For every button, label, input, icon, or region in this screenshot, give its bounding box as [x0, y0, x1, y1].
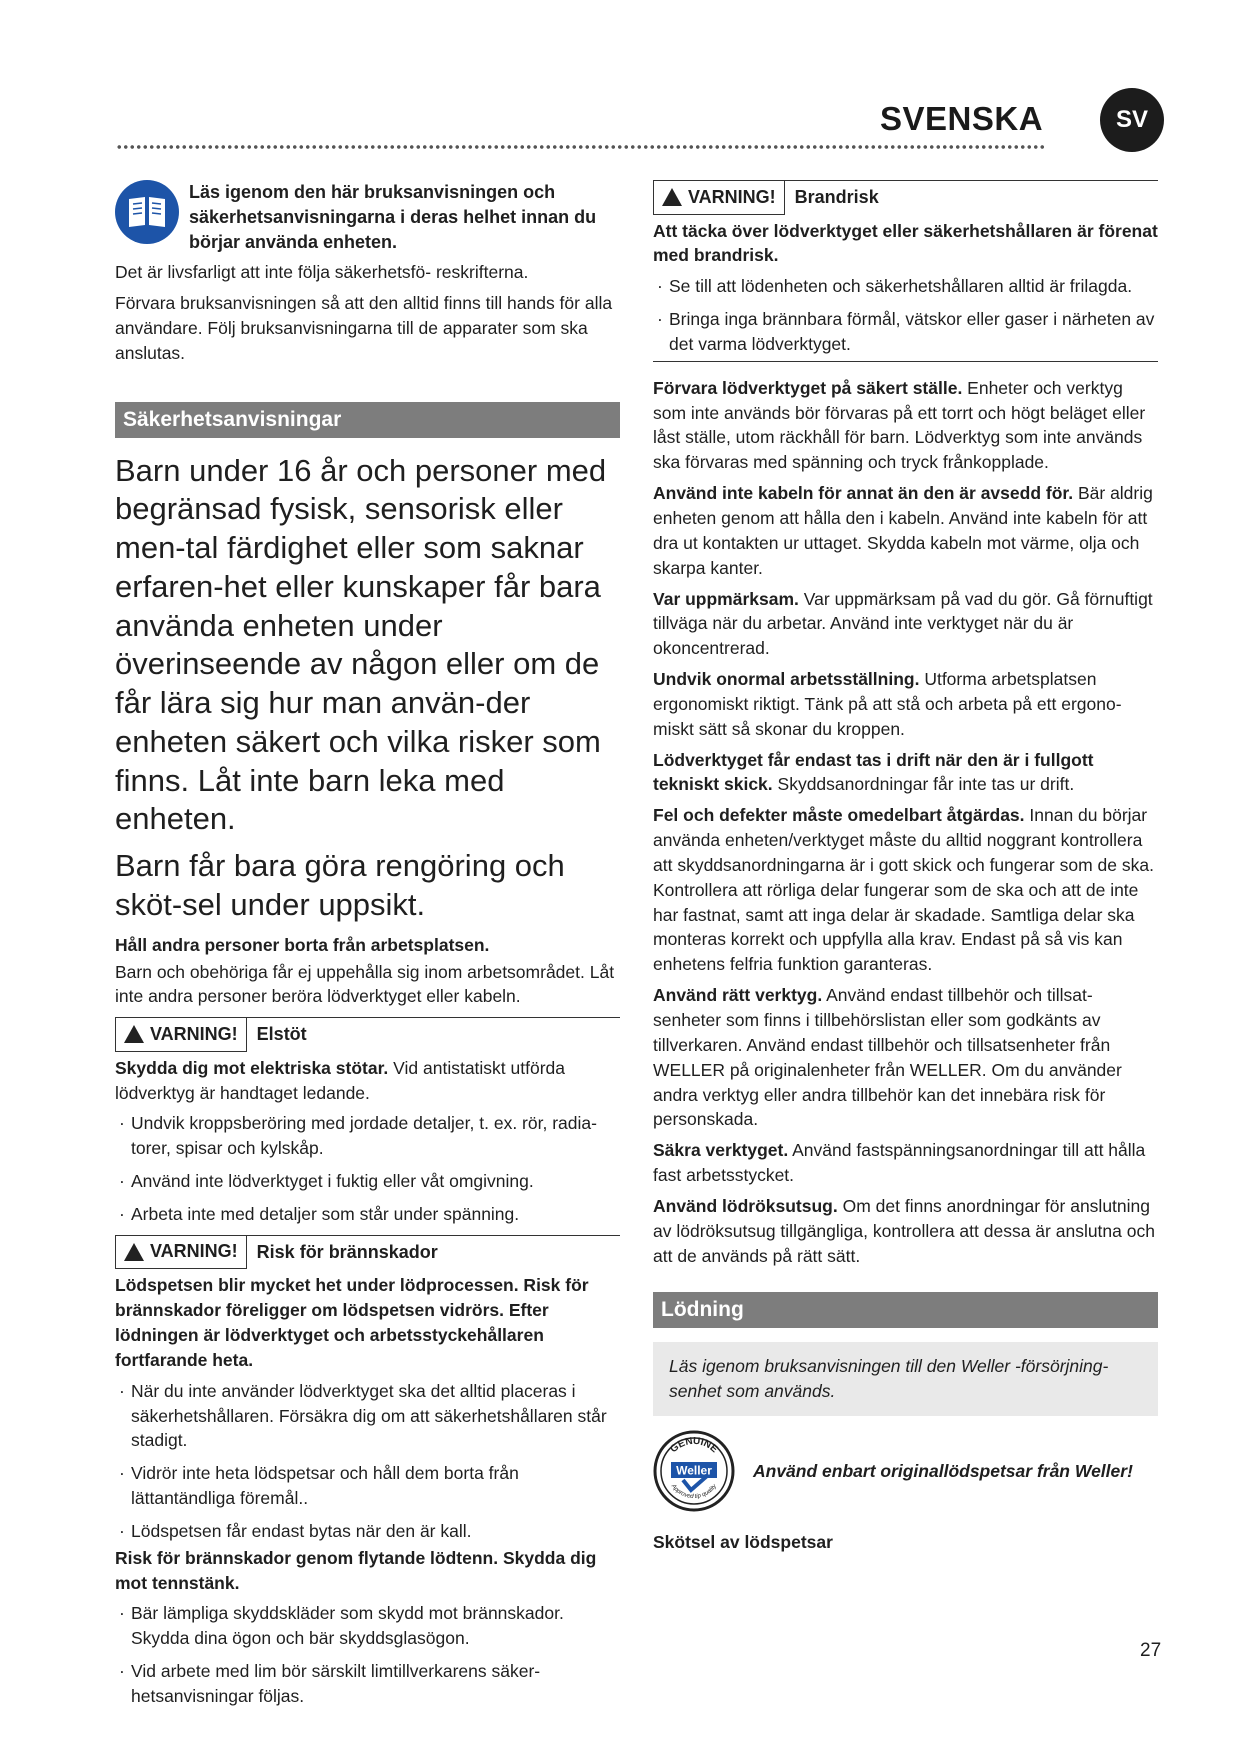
warning-triangle-icon	[662, 188, 682, 206]
list-item: · Lödspetsen får endast bytas när den är kall.	[115, 1519, 620, 1544]
warning-triangle-icon	[124, 1025, 144, 1043]
safety-paragraph	[653, 1138, 1158, 1188]
seal-bottom-text: Approved tip quality	[669, 1483, 719, 1500]
safety-paragraph	[653, 803, 1158, 977]
para-bold: Var uppmärksam.	[653, 588, 799, 609]
weller-genuine-seal-icon	[653, 1430, 735, 1512]
para-text: Bär aldrig enheten genom att hålla den i kabeln. Använd inte kabeln för att dra ut kontakten ur uttaget. Skydda kabeln mot värme, olja och skarpa kanter.	[653, 483, 1153, 578]
warning-triangle-icon	[124, 1243, 144, 1261]
fire-lead: Att täcka över lödverktyget eller säkerhetshållaren är förenat med brandrisk.	[653, 220, 1158, 266]
safety-paragraph	[653, 587, 1158, 662]
electric-shock-warning-header	[115, 1017, 620, 1052]
para-text: Använd fastspänningsanordningar till att hålla fast arbetsstycket.	[653, 1140, 1146, 1186]
intro-bold-text: Läs igenom den här bruksanvisningen och säkerhetsanvisningarna i deras helhet innan du börjar använda enheten.	[189, 182, 597, 252]
list-item: · Undvik kroppsberöring med jordade detaljer, t. ex. rör, radia- torer, spisar och kylskåp.	[115, 1111, 620, 1161]
list-item: · Vid arbete med lim bör särskilt limtillverkarens säker-hetsanvisningar följas.	[115, 1659, 620, 1709]
keep-away-heading: Håll andra personer borta från arbetsplatsen.	[115, 934, 490, 955]
lead-text: Vid antistatiskt utförda lödverktyg är handtaget ledande.	[115, 1057, 566, 1103]
safety-section-header: Säkerhetsanvisningar	[115, 402, 620, 438]
safety-paragraph	[653, 667, 1158, 742]
manual-book-icon	[115, 180, 179, 244]
list-item: · Bringa inga brännbara förmål, vätskor eller gaser i närheten av det varma lödverktyget.	[653, 307, 1158, 357]
intro-paragraph-1: Det är livsfarligt att inte följa säkerhetsfö- reskrifterna.	[115, 262, 529, 283]
warning-label-box	[115, 1018, 247, 1052]
fire-warning-body	[653, 219, 1158, 362]
warning-label: VARNING!	[688, 186, 776, 207]
safety-paragraph	[653, 1194, 1158, 1269]
para-bold: Fel och defekter måste omedelbart åtgärdas.	[653, 805, 1025, 826]
right-column	[653, 180, 1158, 1561]
language-title: SVENSKA	[880, 100, 1044, 137]
power-unit-note: Läs igenom bruksanvisningen till den Weller -försörjning-senhet som används.	[653, 1342, 1158, 1416]
para-bold: Förvara lödverktyget på säkert ställe.	[653, 377, 963, 398]
fire-warning-header	[653, 180, 1158, 215]
safety-paragraph	[653, 481, 1158, 580]
warning-label-box	[653, 181, 785, 215]
tin-splash-heading: Risk för brännskador genom flytande lödtenn. Skydda dig mot tennstänk.	[115, 1547, 597, 1593]
lead-bold: Skydda dig mot elektriska stötar.	[115, 1057, 389, 1078]
para-text: Innan du börjar använda enheten/verktyget måste du alltid noggrant kontrollera att skyddsanordningarna är i gott skick och fungerar som de ska. Kontrollera att rörliga delar fungerar som de ska och att de inte har fastnat, samt att inga delar är skadade. Samtliga delar ska monteras korrekt och uppfylla alla krav. Endast på så vis kan enhetens felfria funktion garanteras.	[653, 805, 1154, 975]
seal-top-text: GENUINE	[668, 1435, 720, 1456]
soldering-section-header: Lödning	[653, 1292, 1158, 1328]
burn-warning-header	[115, 1235, 620, 1270]
safety-paragraph	[653, 376, 1158, 475]
para-text: Var uppmärksam på vad du gör. Gå förnuftigt tillväga när du arbetar. Använd inte verktyget när du är okoncentrerad.	[653, 588, 1153, 659]
warning-title: Elstöt	[256, 1024, 307, 1045]
warning-title: Risk för brännskador	[256, 1241, 438, 1262]
language-badge: SV	[1100, 88, 1164, 152]
warning-label: VARNING!	[150, 1023, 238, 1044]
warning-label-box	[115, 1236, 247, 1270]
list-item: · Bär lämpliga skyddskläder som skydd mot brännskador. Skydda dina ögon och bär skyddsglasögon.	[115, 1601, 620, 1651]
genuine-tips-text: Använd enbart originallödspetsar från Weller!	[753, 1460, 1133, 1481]
children-warning-large: Barn under 16 år och personer med begränsad fysisk, sensorisk eller men-tal färdighet eller som saknar erfaren-het eller kunskaper får bara använda enheten under överinseende av någon eller om de får lära sig hur man använ-der enheten säkert och vilka risker som finns. Låt inte barn leka med enheten.	[115, 452, 607, 837]
keep-away-text: Barn och obehöriga får ej uppehålla sig inom arbetsområdet. Låt inte andra personer beröra lödverktyget eller kabeln.	[115, 961, 615, 1007]
seal-brand-text: Weller	[676, 1463, 712, 1478]
para-text: Utforma arbetsplatsen ergonomiskt riktigt. Tänk på att stå och arbeta på ett ergono-miskt sätt så skonar du kroppen.	[653, 669, 1122, 739]
children-cleaning-large: Barn får bara göra rengöring och sköt-sel under uppsikt.	[115, 848, 565, 922]
list-item: · Vidrör inte heta lödspetsar och håll dem borta från lättantändliga föremål..	[115, 1461, 620, 1511]
electric-shock-lead	[115, 1056, 620, 1106]
para-text: Enheter och verktyg som inte används bör förvaras på ett torrt och högt beläget eller låst ställe, utom räckhåll för barn. Lödverktyg som inte används ska förvaras med spänning och tryck frånkopplade.	[653, 377, 1146, 473]
para-bold: Använd inte kabeln för annat än den är avsedd för.	[653, 483, 1074, 504]
safety-paragraph	[653, 983, 1158, 1132]
warning-label: VARNING!	[150, 1241, 238, 1262]
intro-block	[115, 180, 620, 254]
para-bold: Undvik onormal arbetsställning.	[653, 669, 920, 690]
intro-paragraph-2: Förvara bruksanvisningen så att den alltid finns till hands för alla användare. Följ bruksanvisningarna till de apparater som ska anslutas.	[115, 293, 613, 364]
para-text: Använd endast tillbehör och tillsat-senheter som finns i tillbehörslistan eller som godkänts av tillverkaren. Använd endast tillbehör och tillsatsenheter från WELLER på originalenheter från WELLER. Om du använder andra verktyg eller andra tillbehör kan det innebära risk för personskada.	[653, 985, 1122, 1130]
genuine-tips-row	[653, 1430, 1158, 1512]
left-column	[115, 180, 620, 1717]
list-item: · Arbeta inte med detaljer som står under spänning.	[115, 1202, 620, 1227]
warning-title: Brandrisk	[794, 187, 879, 207]
para-text: Skyddsanordningar får inte tas ur drift.	[772, 774, 1075, 795]
para-bold: Använd lödröksutsug.	[653, 1195, 838, 1216]
tip-care-heading: Skötsel av lödspetsar	[653, 1531, 833, 1552]
list-item: · Se till att lödenheten och säkerhetshållaren alltid är frilagda.	[653, 274, 1158, 299]
list-item: · När du inte använder lödverktyget ska det alltid placeras i säkerhetshållaren. Försäkra dig om att säkerhetshållaren står stadigt.	[115, 1379, 620, 1454]
para-bold: Lödverktyget får endast tas i drift när den är i fullgott tekniskt skick.	[653, 749, 1094, 795]
para-text: Om det finns anordningar för anslutning av lödröksutsug tillgängliga, kontrollera att dessa är anslutna och att de används på rätt sätt.	[653, 1195, 1155, 1266]
list-item: · Använd inte lödverktyget i fuktig eller våt omgivning.	[115, 1169, 620, 1194]
dotted-divider	[116, 144, 1046, 150]
burn-lead: Lödspetsen blir mycket het under lödprocessen. Risk för brännskador föreligger om lödspetsen vidrörs. Efter lödningen är lödverktyget och arbetsstyckehållaren fortfarande heta.	[115, 1275, 589, 1370]
page-number: 27	[1140, 1640, 1162, 1661]
para-bold: Använd rätt verktyg.	[653, 985, 823, 1006]
para-bold: Säkra verktyget.	[653, 1140, 789, 1161]
safety-paragraph	[653, 748, 1158, 798]
